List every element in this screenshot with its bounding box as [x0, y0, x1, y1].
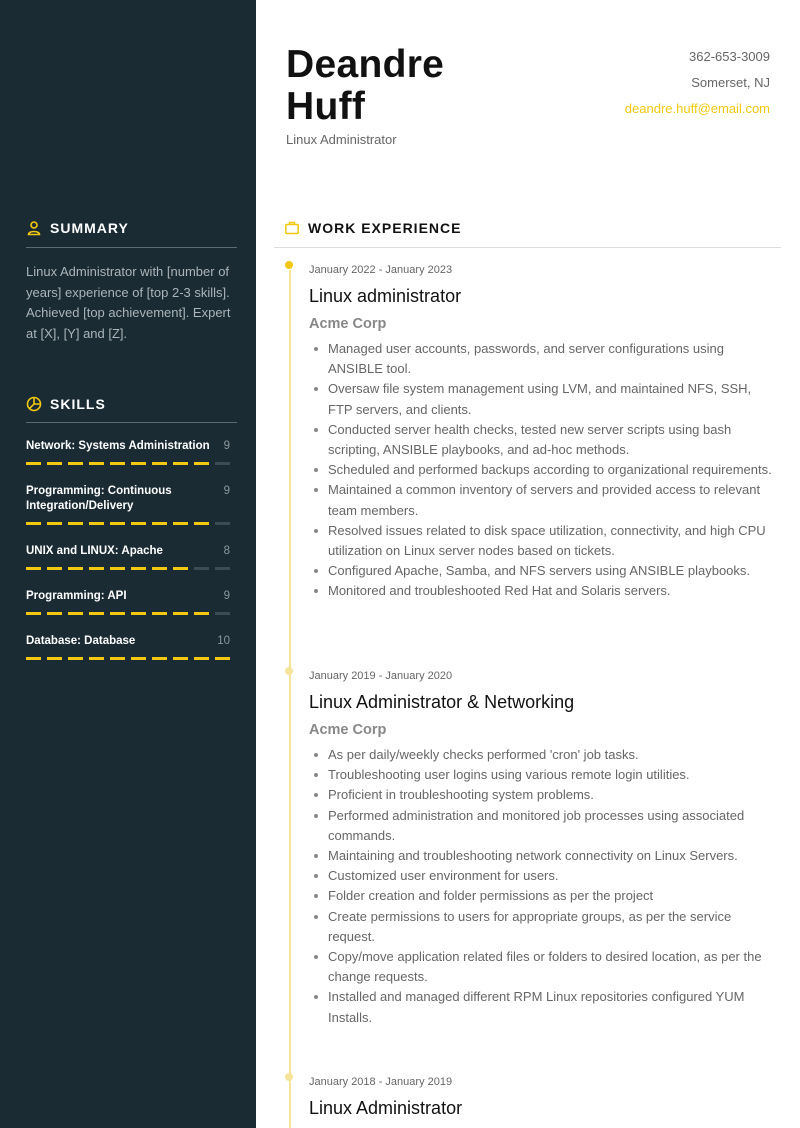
list-item: Scheduled and performed backups according to organizational requirements.	[309, 460, 779, 480]
skill-dash-filled	[173, 612, 188, 615]
skill-dash-filled	[26, 612, 41, 615]
job-date: January 2018 - January 2019	[309, 1076, 453, 1088]
last-name: Huff	[286, 85, 366, 128]
skill-dash-filled	[152, 657, 167, 660]
skill-label: UNIX and LINUX: Apache	[26, 545, 163, 557]
skill-bar	[26, 567, 230, 570]
list-item: Conducted server health checks, tested new server scripts using bash scripting, ANSIBLE playbooks, and ad-hoc methods.	[309, 420, 779, 460]
skill-score: 9	[223, 440, 230, 452]
timeline-dot	[285, 1073, 293, 1081]
skill-dash-filled	[131, 522, 146, 525]
skill-bar	[26, 522, 230, 525]
skill-label: Database: Database	[26, 635, 136, 647]
job-entry	[309, 669, 779, 1028]
list-item: Copy/move application related files or folders to desired location, as per the change requests.	[309, 947, 779, 987]
skill-item	[26, 544, 230, 570]
skill-item	[26, 439, 230, 465]
job-role: Linux Administrator	[309, 1098, 463, 1118]
skill-dash-filled	[194, 612, 209, 615]
skill-label: Network: Systems Administration	[26, 440, 210, 452]
skill-dash-filled	[47, 657, 62, 660]
summary-divider	[26, 247, 237, 248]
job-date: January 2019 - January 2020	[309, 670, 453, 682]
summary-heading	[26, 220, 237, 236]
skill-dash-filled	[26, 462, 41, 465]
job-entry	[309, 1075, 779, 1119]
list-item: Performed administration and monitored job processes using associated commands.	[309, 806, 779, 846]
job-bullets	[309, 745, 779, 1028]
skill-dash-filled	[131, 567, 146, 570]
skill-score: 9	[223, 485, 230, 497]
skill-dash-filled	[26, 657, 41, 660]
skill-dash-filled	[68, 657, 83, 660]
skill-dash-empty	[215, 612, 230, 615]
skill-dash-filled	[26, 522, 41, 525]
skill-dash-filled	[68, 462, 83, 465]
skill-label: Programming: API	[26, 590, 127, 602]
job-bullets	[309, 339, 779, 602]
job-company: Acme Corp	[309, 722, 387, 738]
work-experience-divider	[274, 247, 781, 248]
skill-dash-filled	[89, 612, 104, 615]
skill-dash-filled	[152, 462, 167, 465]
skill-score: 9	[223, 590, 230, 602]
skill-bar	[26, 657, 230, 660]
summary-text: Linux Administrator with [number of years] experience of [top 2-3 skills]. Achieved [top achievement]. Expert at [X], [Y] and [Z].	[26, 264, 231, 341]
skill-dash-filled	[152, 567, 167, 570]
list-item: Folder creation and folder permissions as per the project	[309, 886, 779, 906]
skill-dash-filled	[215, 657, 230, 660]
skill-label: Programming: Continuous Integration/Delivery	[26, 485, 172, 512]
user-icon	[26, 220, 42, 236]
skill-dash-filled	[173, 462, 188, 465]
skill-dash-filled	[68, 567, 83, 570]
sidebar	[0, 0, 256, 1128]
pie-chart-icon	[26, 396, 42, 412]
list-item: Customized user environment for users.	[309, 866, 779, 886]
skill-dash-filled	[110, 522, 125, 525]
phone: 362-653-3009	[689, 49, 770, 64]
list-item: Create permissions to users for appropriate groups, as per the service request.	[309, 907, 779, 947]
skill-item	[26, 484, 230, 525]
skill-dash-filled	[173, 522, 188, 525]
list-item: Monitored and troubleshooted Red Hat and Solaris servers.	[309, 581, 779, 601]
contact-block	[625, 48, 770, 126]
briefcase-icon	[284, 220, 300, 236]
skill-dash-filled	[110, 567, 125, 570]
skill-dash-empty	[215, 522, 230, 525]
list-item: Resolved issues related to disk space utilization, connectivity, and high CPU utilization on Linux server nodes based on tickets.	[309, 521, 779, 561]
skills-heading-text: SKILLS	[50, 396, 106, 412]
skills-divider	[26, 422, 237, 423]
work-experience-heading-text: WORK EXPERIENCE	[308, 220, 462, 236]
list-item: Managed user accounts, passwords, and server configurations using ANSIBLE tool.	[309, 339, 779, 379]
list-item: Configured Apache, Samba, and NFS servers using ANSIBLE playbooks.	[309, 561, 779, 581]
job-entry	[309, 263, 779, 602]
job-company: Acme Corp	[309, 316, 387, 332]
list-item: Oversaw file system management using LVM, and maintained NFS, SSH, FTP servers, and clients.	[309, 379, 779, 419]
email-link[interactable]: deandre.huff@email.com	[624, 101, 770, 116]
skill-dash-filled	[26, 567, 41, 570]
skill-bar	[26, 462, 230, 465]
list-item: Maintaining and troubleshooting network connectivity on Linux Servers.	[309, 846, 779, 866]
first-name: Deandre	[286, 43, 445, 86]
work-experience-heading	[284, 220, 461, 236]
skill-score: 10	[217, 635, 230, 647]
summary-heading-text: SUMMARY	[50, 220, 129, 236]
job-role: Linux Administrator & Networking	[309, 692, 575, 712]
timeline-line	[289, 270, 291, 1128]
skill-dash-filled	[68, 522, 83, 525]
skill-dash-empty	[215, 462, 230, 465]
skills-heading	[26, 396, 237, 412]
skill-dash-filled	[47, 567, 62, 570]
timeline-dot	[285, 667, 293, 675]
skill-dash-filled	[152, 612, 167, 615]
skill-dash-filled	[89, 657, 104, 660]
skill-dash-filled	[173, 567, 188, 570]
candidate-name	[286, 44, 546, 128]
list-item: Proficient in troubleshooting system problems.	[309, 785, 779, 805]
job-role: Linux administrator	[309, 286, 462, 306]
skill-dash-filled	[110, 612, 125, 615]
skill-dash-empty	[194, 567, 209, 570]
skill-bar	[26, 612, 230, 615]
location: Somerset, NJ	[691, 75, 770, 90]
skill-dash-filled	[131, 612, 146, 615]
list-item: As per daily/weekly checks performed 'cron' job tasks.	[309, 745, 779, 765]
main-content	[256, 0, 800, 1128]
skill-dash-filled	[47, 612, 62, 615]
list-item: Maintained a common inventory of servers and provided access to relevant team members.	[309, 480, 779, 520]
skill-dash-filled	[131, 462, 146, 465]
skill-dash-filled	[68, 612, 83, 615]
skill-dash-filled	[47, 522, 62, 525]
skill-item	[26, 634, 230, 660]
skill-dash-filled	[47, 462, 62, 465]
timeline-dot	[285, 261, 293, 269]
skill-score: 8	[223, 545, 230, 557]
candidate-title: Linux Administrator	[286, 132, 397, 147]
list-item: Installed and managed different RPM Linux repositories configured YUM Installs.	[309, 987, 779, 1027]
skill-dash-filled	[110, 657, 125, 660]
skill-dash-filled	[194, 462, 209, 465]
skill-dash-filled	[173, 657, 188, 660]
skill-dash-filled	[89, 567, 104, 570]
skill-item	[26, 589, 230, 615]
skill-dash-filled	[131, 657, 146, 660]
skill-dash-filled	[89, 522, 104, 525]
skill-dash-filled	[152, 522, 167, 525]
skill-dash-filled	[89, 462, 104, 465]
job-date: January 2022 - January 2023	[309, 264, 453, 276]
skill-dash-filled	[194, 657, 209, 660]
list-item: Troubleshooting user logins using various remote login utilities.	[309, 765, 779, 785]
skill-dash-empty	[215, 567, 230, 570]
skill-dash-filled	[194, 522, 209, 525]
skill-dash-filled	[110, 462, 125, 465]
